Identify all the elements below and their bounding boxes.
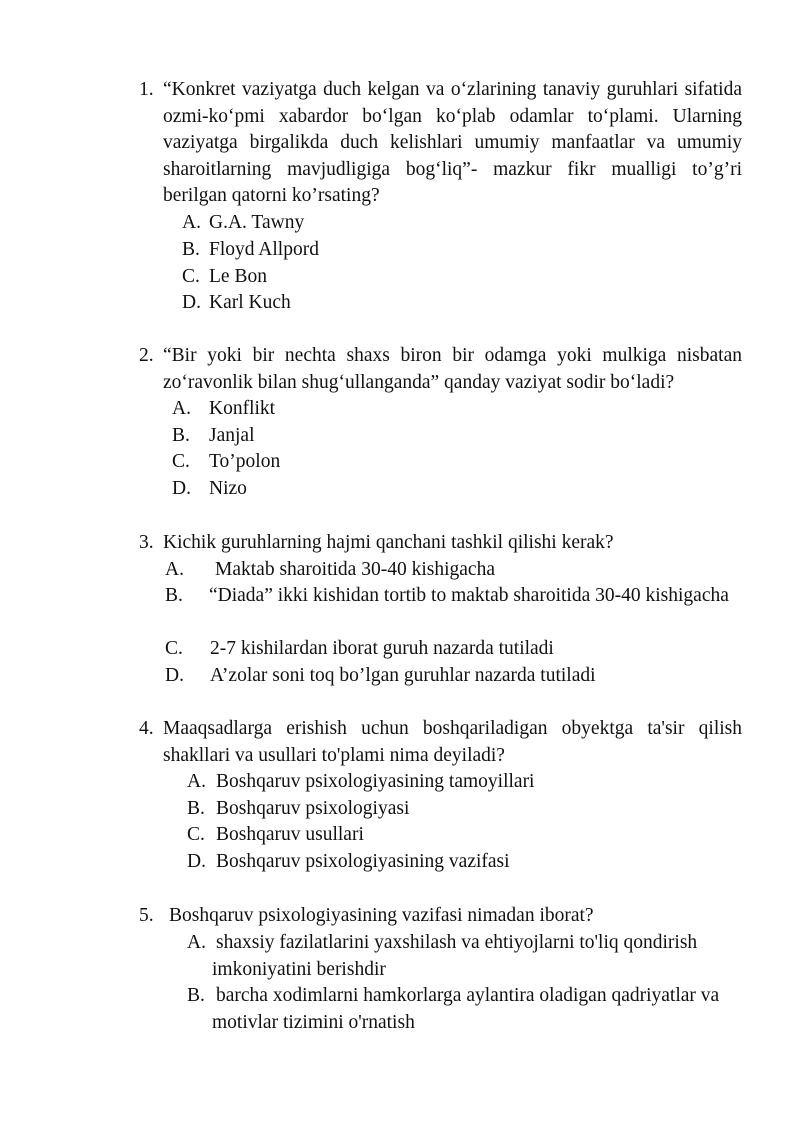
option-text: To’polon: [209, 451, 281, 472]
option-letter: B.: [187, 798, 205, 819]
option-text: 2-7 kishilardan iborat guruh nazarda tutiladi: [210, 638, 554, 659]
option-letter: D.: [172, 478, 191, 499]
option-letter: A.: [172, 398, 191, 419]
option-text: barcha xodimlarni hamkorlarga aylantira oladigan qadriyatlar va motivlar tizimini o'rnatish: [212, 985, 720, 1033]
option-text: “Diada” ikki kishidan tortib to maktab sharoitida 30-40 kishigacha: [209, 585, 729, 606]
option-text: A’zolar soni toq bo’lgan guruhlar nazarda tutiladi: [210, 665, 596, 686]
option-text: Boshqaruv usullari: [216, 824, 364, 845]
option-letter: D.: [187, 851, 206, 872]
question-text: “Bir yoki bir nechta shaxs biron bir odamga yoki mulkiga nisbatan zo‘ravonlik bilan shug‘ullanganda” qanday vaziyat sodir bo‘ladi?: [163, 345, 742, 393]
option-text: Boshqaruv psixologiyasining vazifasi: [216, 851, 510, 872]
option-text: Karl Kuch: [209, 292, 291, 313]
question-text: Kichik guruhlarning hajmi qanchani tashkil qilishi kerak?: [163, 532, 614, 553]
option-text: Janjal: [209, 425, 255, 446]
option-letter: C.: [187, 824, 205, 845]
option-text: Le Bon: [209, 266, 267, 287]
option-text: Konflikt: [209, 398, 276, 419]
option-letter: B.: [182, 239, 200, 260]
option-text: Nizo: [209, 478, 247, 499]
option-letter: C.: [165, 638, 183, 659]
question-text: Boshqaruv psixologiyasining vazifasi nimadan iborat?: [169, 905, 594, 926]
option-letter: B.: [172, 425, 190, 446]
option-text: Boshqaruv psixologiyasi: [216, 798, 410, 819]
option-letter: D.: [165, 665, 184, 686]
option-text: shaxsiy fazilatlarini yaxshilash va ehtiyojlarni to'liq qondirish imkoniyatini berishdir: [212, 932, 698, 980]
option-text: G.A. Tawny: [209, 212, 305, 233]
question-number: 5.: [139, 905, 154, 926]
option-text: Boshqaruv psixologiyasining tamoyillari: [216, 771, 535, 792]
question-number: 3.: [139, 532, 154, 553]
question-text: Maaqsadlarga erishish uchun boshqariladigan obyektga ta'sir qilish shakllari va usullari to'plami nima deyiladi?: [163, 718, 742, 766]
option-letter: C.: [182, 266, 200, 287]
option-text: Maktab sharoitida 30-40 kishigacha: [215, 559, 495, 580]
option-text: Floyd Allpord: [209, 239, 319, 260]
option-letter: B.: [187, 985, 205, 1006]
question-number: 2.: [139, 345, 154, 366]
question-number: 4.: [139, 718, 154, 739]
question-number: 1.: [139, 79, 154, 100]
option-letter: B.: [165, 585, 183, 606]
question-text: “Konkret vaziyatga duch kelgan va o‘zlarining tanaviy guruhlari sifatida ozmi-ko‘pmi xabardor bo‘lgan ko‘plab odamlar to‘plami. Ularning vaziyatga birgalikda duch kelishlari umumiy manfaatlar va umumiy sharoitlarning mavjudligiga bog‘liq”- mazkur fikr mualligi to’g’ri berilgan qatorni ko’rsating?: [163, 79, 742, 206]
option-letter: C.: [172, 451, 190, 472]
option-letter: A.: [165, 559, 184, 580]
option-letter: A.: [187, 932, 206, 953]
option-letter: A.: [187, 771, 206, 792]
option-letter: D.: [182, 292, 201, 313]
option-letter: A.: [182, 212, 201, 233]
